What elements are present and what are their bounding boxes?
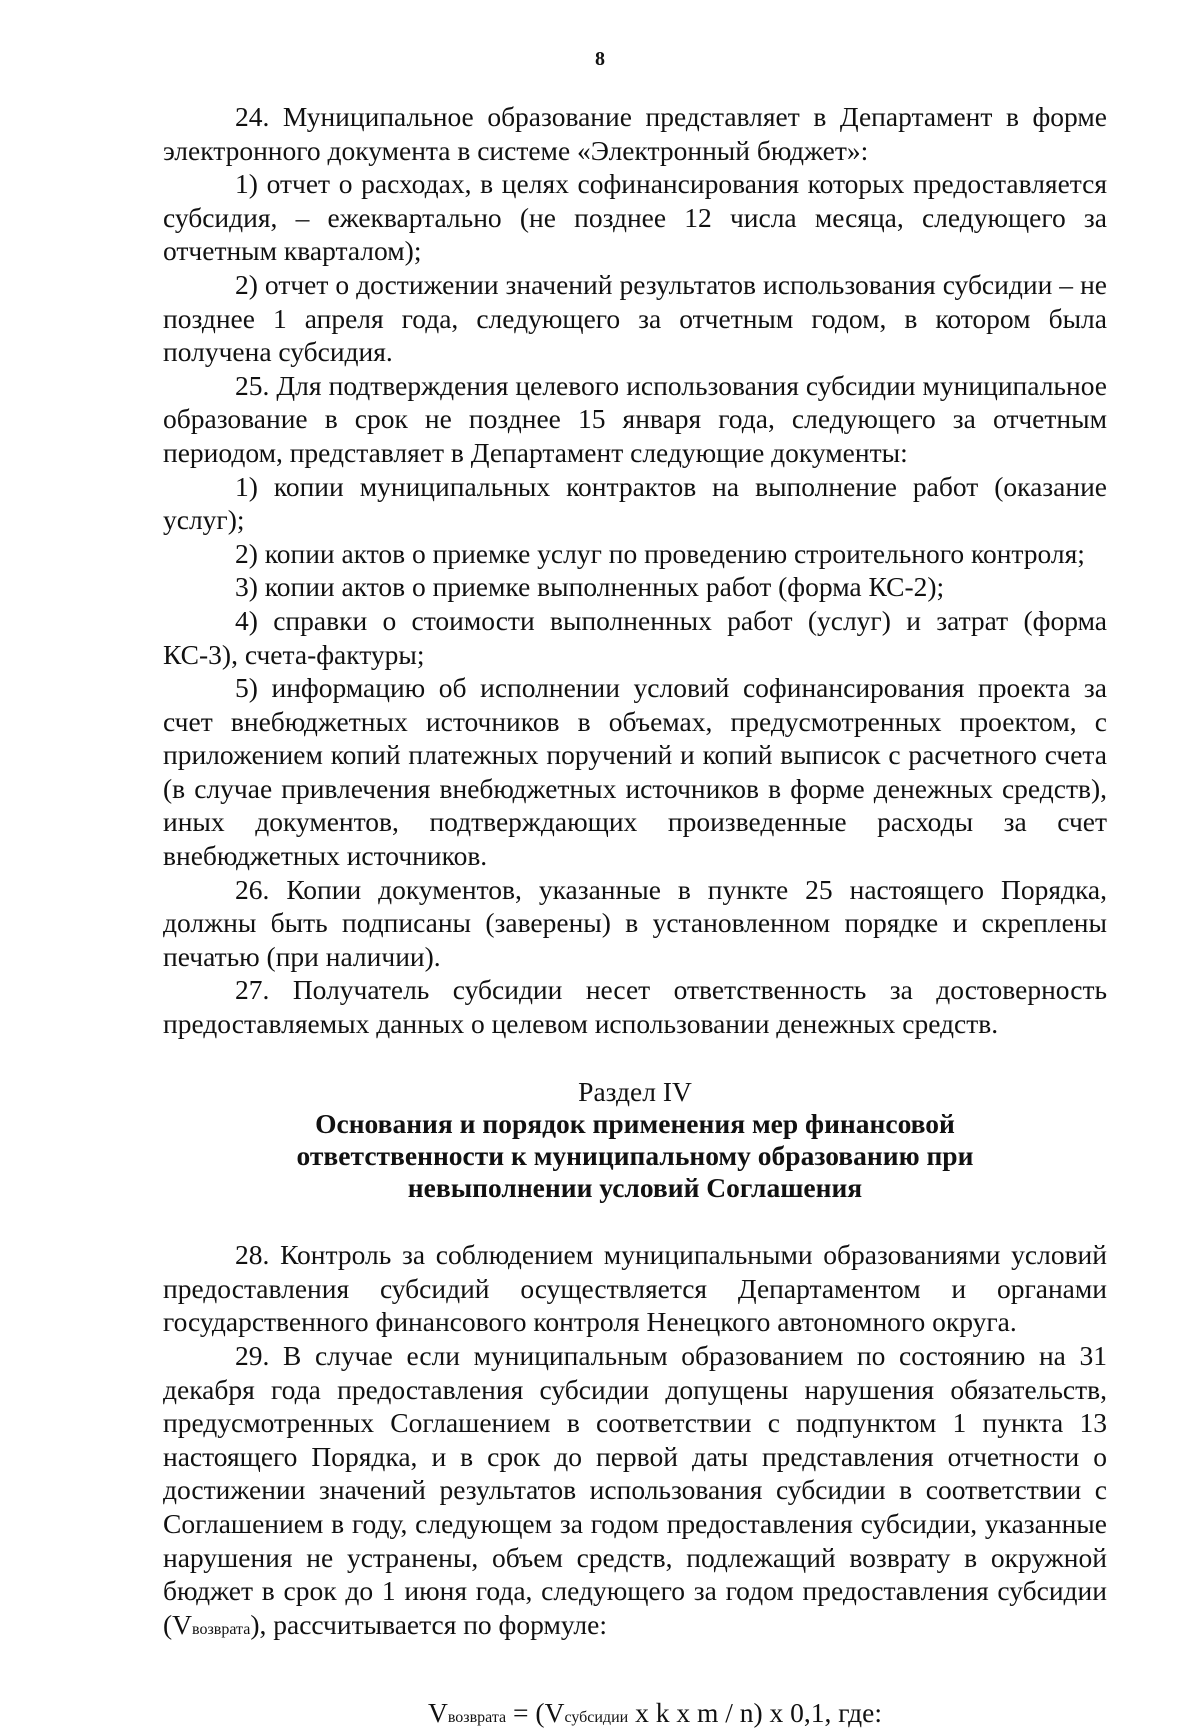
paragraph-29-tail: ), рассчитывается по формуле:: [250, 1608, 607, 1640]
formula-v: V: [427, 1697, 448, 1729]
section-label: Раздел IV: [578, 1075, 692, 1107]
paragraph-25-item-2: 2) копии актов о приемке услуг по проведению строительного контроля;: [235, 537, 1085, 569]
formula-sub-return: возврата: [447, 1709, 507, 1727]
paragraph-25-item-3: 3) копии актов о приемке выполненных работ (форма КС-2);: [235, 571, 945, 603]
formula-rest: x k x m / n) x 0,1, где:: [628, 1697, 882, 1729]
paragraph-25-item-4: 4) справки о стоимости выполненных работ (услуг) и затрат (форма КС-3), счета-фактуры;: [163, 604, 1107, 670]
paragraph-25-item-1: 1) копии муниципальных контрактов на выполнение работ (оказание услуг);: [163, 470, 1107, 536]
paragraph-24-item-1: 1) отчет о расходах, в целях софинансирования которых предоставляется субсидия, – ежеквартально (не позднее 12 числа месяца, следующего за отчетным кварталом);: [163, 168, 1107, 267]
formula-sub-subsidy: субсидии: [564, 1709, 629, 1727]
formula: [163, 1696, 1107, 1735]
paragraph-29: [163, 1339, 1107, 1646]
formula-equals: = (V: [506, 1697, 565, 1729]
page-number: 8: [595, 48, 605, 70]
document-body: [163, 100, 1107, 1735]
section-title: Основания и порядок применения мер финансовой ответственности к муниципальному образованию при невыполнении условий Соглашения: [296, 1108, 974, 1204]
paragraph-25: 25. Для подтверждения целевого использования субсидии муниципальное образование в срок не позднее 15 января года, следующего за отчетным периодом, представляет в Департамент следующие документы:: [163, 369, 1107, 468]
section-header: [163, 1075, 1107, 1205]
paragraph-24-item-2: 2) отчет о достижении значений результатов использования субсидии – не позднее 1 апреля года, следующего за отчетным годом, в котором была получена субсидия.: [163, 268, 1107, 368]
paragraph-29-text: 29. В случае если муниципальным образованием по состоянию на 31 декабря года предоставления субсидии допущены нарушения обязательств, предусмотренных Соглашением в соответствии с подпунктом 1 пункта 13 настоящего Порядка, и в срок до первой даты представления отчетности о достижении значений результатов использования субсидии в соответствии с Соглашением в году, следующем за годом предоставления субсидии, указанные нарушения не устранены, объем средств, подлежащий возврату в окружной бюджет в срок до 1 июня года, следующего за годом предоставления субсидии (V: [163, 1340, 1107, 1640]
paragraph-29-subscript: возврата: [192, 1620, 251, 1638]
paragraph-28: 28. Контроль за соблюдением муниципальными образованиями условий предоставления субсидий осуществляется Департаментом и органами государственного финансового контроля Ненецкого автономного округа.: [163, 1239, 1107, 1338]
paragraph-25-item-5: 5) информацию об исполнении условий софинансирования проекта за счет внебюджетных источников в объемах, предусмотренных проектом, с приложением копий платежных поручений и копий выписок с расчетного счета (в случае привлечения внебюджетных источников в форме денежных средств), иных документов, подтверждающих произведенные расходы за счет внебюджетных источников.: [163, 672, 1107, 872]
paragraph-26: 26. Копии документов, указанные в пункте 25 настоящего Порядка, должны быть подписаны (заверены) в установленном порядке и скреплены печатью (при наличии).: [163, 873, 1107, 972]
paragraph-27: 27. Получатель субсидии несет ответственность за достоверность предоставляемых данных о целевом использовании денежных средств.: [163, 974, 1107, 1040]
paragraph-24: 24. Муниципальное образование представляет в Департамент в форме электронного документа в системе «Электронный бюджет»:: [163, 101, 1107, 166]
